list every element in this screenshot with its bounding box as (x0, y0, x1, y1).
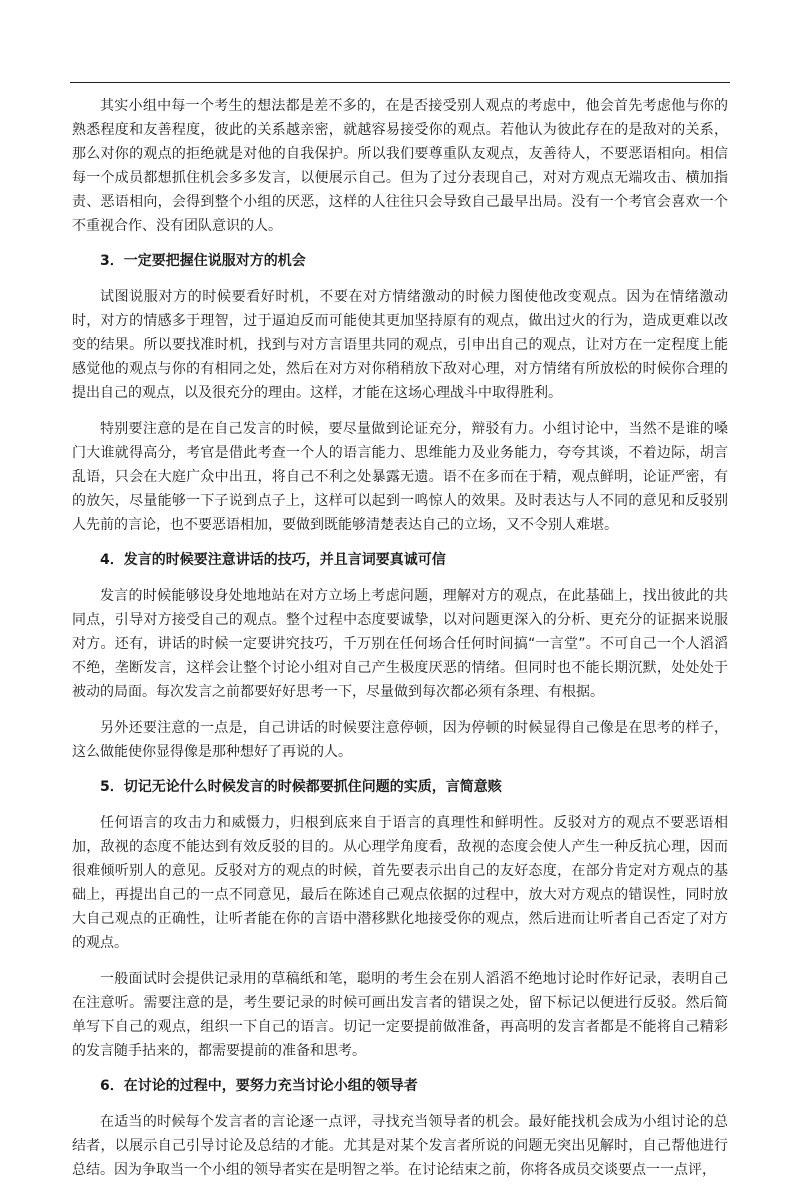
paragraph: 一般面试时会提供记录用的草稿纸和笔，聪明的考生会在别人滔滔不绝地讨论时作好记录，表明自己在注意听。需要注意的是，考生要记录的时候可画出发言者的错误之处，留下标记以便进行反驳。然后简单写下自己的观点，组织一下自己的语言。切记一定要提前做准备，再高明的发言者都是不能将自己精彩的发言随手拈来的，都需要提前的准备和思考。 (72, 971, 728, 1059)
paragraph: 试图说服对方的时候要看好时机，不要在对方情绪激动的时候力图使他改变观点。因为在情绪激动时，对方的情感多于理智，过于逼迫反而可能使其更加坚持原有的观点，做出过火的行为，造成更难以改变的结果。所以要找准时机，找到与对方言语里共同的观点，引申出自己的观点，让对方在一定程度上能感觉他的观点与你的有相同之处，然后在对方对你稍稍放下敌对心理，对方情绪有所放松的时候你合理的提出自己的观点，以及很充分的理由。这样，才能在这场心理战斗中取得胜利。 (72, 289, 728, 401)
header-rule (70, 82, 730, 83)
paragraph: 其实小组中每一个考生的想法都是差不多的，在是否接受别人观点的考虑中，他会首先考虑他与你的熟悉程度和友善程度，彼此的关系越亲密，就越容易接受你的观点。若他认为彼此存在的是敌对的关系，那么对你的观点的拒绝就是对他的自我保护。所以我们要尊重队友观点，友善待人，不要恶语相向。相信每一个成员都想抓住机会多多发言，以便展示自己。但为了过分表现自己，对对方观点无端攻击、横加指责、恶语相向，会得到整个小组的厌恶，这样的人往往只会导致自己最早出局。没有一个考官会喜欢一个不重视合作、没有团队意识的人。 (72, 98, 728, 234)
section-heading: 5．切记无论什么时候发言的时候都要抓住问题的实质，言简意赅 (100, 779, 502, 795)
section-heading: 6．在讨论的过程中，要努力充当讨论小组的领导者 (100, 1078, 418, 1094)
paragraph: 在适当的时候每个发言者的言论逐一点评，寻找充当领导者的机会。最好能找机会成为小组讨论的总结者，以展示自己引导讨论及总结的才能。尤其是对某个发言者所说的问题无突出见解时，自己帮他进行总结。因为争取当一个小组的领导者实在是明智之举。在讨论结束之前，你将各成员交谈要点一一点评， (72, 1114, 728, 1178)
paragraph: 任何语言的攻击力和威慑力，归根到底来自于语言的真理性和鲜明性。反驳对方的观点不要恶语相加，敌视的态度不能达到有效反驳的目的。从心理学角度看，敌视的态度会使人产生一种反抗心理，因而很难倾听别人的意见。反驳对方的观点的时候，首先要表示出自己的友好态度，在部分肯定对方观点的基础上，再提出自己的一点不同意见，最后在陈述自己观点依据的过程中，放大对方观点的错误性，同时放大自己观点的正确性，让听者能在你的言语中潜移默化地接受你的观点，然后进而让听者自己否定了对方的观点。 (72, 815, 728, 951)
paragraph: 另外还要注意的一点是，自己讲话的时候要注意停顿，因为停顿的时候显得自己像是在思考的样子，这么做能使你显得像是那种想好了再说的人。 (72, 720, 728, 760)
section-heading: 3．一定要把握住说服对方的机会 (100, 253, 306, 269)
paragraph: 发言的时候能够设身处地地站在对方立场上考虑问题，理解对方的观点，在此基础上，找出彼此的共同点，引导对方接受自己的观点。整个过程中态度要诚挚，以对问题更深入的分析、更充分的证据来说服对方。还有，讲话的时候一定要讲究技巧，千万别在任何场合任何时间搞“一言堂”。不可自己一个人滔滔不绝，垄断发言，这样会让整个讨论小组对自己产生极度厌恶的情绪。但同时也不能长期沉默，处处处于被动的局面。每次发言之前都要好好思考一下，尽量做到每次都必须有条理、有根据。 (72, 588, 728, 700)
document-body (72, 94, 728, 1194)
section-heading: 4．发言的时候要注意讲话的技巧，并且言词要真诚可信 (100, 552, 446, 568)
paragraph: 特别要注意的是在自己发言的时候，要尽量做到论证充分，辩驳有力。小组讨论中，当然不是谁的嗓门大谁就得高分，考官是借此考查一个人的语言能力、思维能力及业务能力，夸夸其谈，不着边际，胡言乱语，只会在大庭广众中出丑，将自己不利之处暴露无遗。语不在多而在于精，观点鲜明，论证严密，有的放矢，尽量能够一下子说到点子上，这样可以起到一鸣惊人的效果。及时表达与人不同的意见和反驳别人先前的言论，也不要恶语相加，要做到既能够清楚表达自己的立场，又不令别人难堪。 (72, 421, 728, 533)
